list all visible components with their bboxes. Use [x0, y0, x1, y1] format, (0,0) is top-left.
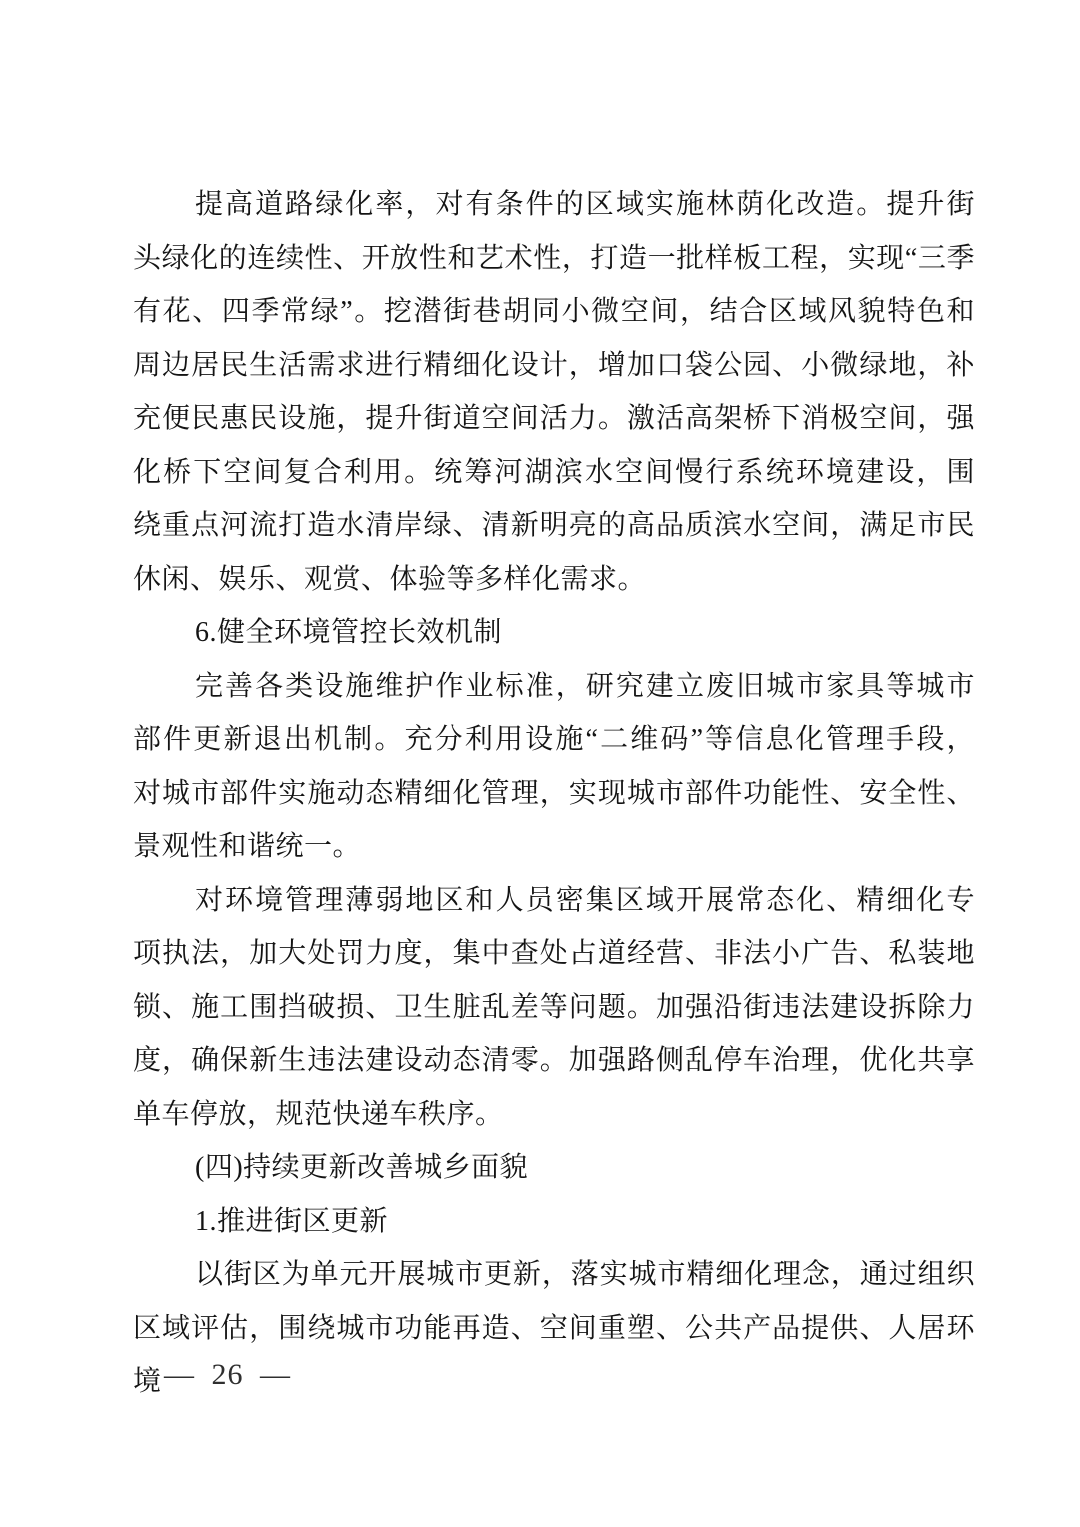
body-text-line: 充便民惠民设施，提升街道空间活力。激活高架桥下消极空间，强	[133, 403, 975, 434]
body-text-line: 化桥下空间复合利用。统筹河湖滨水空间慢行系统环境建设，围	[133, 456, 975, 488]
body-text-line: 完善各类设施维护作业标准，研究建立废旧城市家具等城市	[195, 670, 975, 702]
body-text-line: 有花、四季常绿”。挖潜街巷胡同小微空间，结合区域风貌特色和	[133, 296, 975, 327]
body-text-line: 区域评估，围绕城市功能再造、空间重塑、公共产品提供、人居环境	[133, 1312, 975, 1397]
body-text-line: 度，确保新生违法建设动态清零。加强路侧乱停车治理，优化共享	[133, 1045, 975, 1076]
page-number: — 26 —	[164, 1358, 291, 1391]
numbered-subheading: 1.推进街区更新	[195, 1205, 389, 1237]
body-text-line: 以街区为单元开展城市更新，落实城市精细化理念，通过组织	[195, 1259, 975, 1290]
numbered-subheading: 6.健全环境管控长效机制	[195, 617, 503, 648]
body-text-line: 景观性和谐统一。	[133, 831, 362, 862]
body-text-line: 提高道路绿化率，对有条件的区域实施林荫化改造。提升街	[195, 189, 975, 220]
body-text-line: 项执法，加大处罚力度，集中查处占道经营、非法小广告、私装地	[133, 938, 975, 969]
body-text-line: 部件更新退出机制。充分利用设施“二维码”等信息化管理手段，	[133, 724, 975, 755]
body-text-line: 绕重点河流打造水清岸绿、清新明亮的高品质滨水空间，满足市民	[133, 510, 975, 541]
body-text-line: 锁、施工围挡破损、卫生脏乱差等问题。加强沿街违法建设拆除力	[133, 991, 975, 1023]
body-text-line: 周边居民生活需求进行精细化设计，增加口袋公园、小微绿地，补	[133, 349, 975, 381]
section-heading: (四)持续更新改善城乡面貌	[195, 1152, 529, 1183]
body-text-line: 头绿化的连续性、开放性和艺术性，打造一批样板工程，实现“三季	[133, 242, 975, 274]
body-text-line: 休闲、娱乐、观赏、体验等多样化需求。	[133, 563, 647, 595]
body-text-line: 对环境管理薄弱地区和人员密集区域开展常态化、精细化专	[195, 884, 975, 916]
body-text-line: 对城市部件实施动态精细化管理，实现城市部件功能性、安全性、	[133, 777, 975, 809]
body-text-line: 单车停放，规范快递车秩序。	[133, 1098, 504, 1130]
